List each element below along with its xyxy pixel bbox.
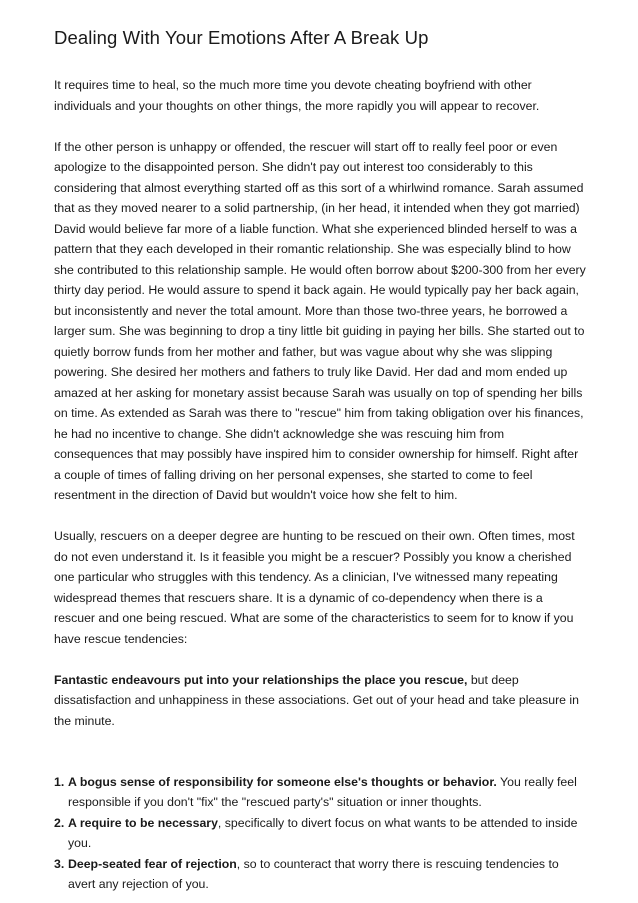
page-title: Dealing With Your Emotions After A Break Up [54, 27, 429, 48]
list-item-text: , specifically to divert focus on what wants to be attended to inside you. [68, 815, 578, 850]
paragraph-intro: It requires time to heal, so the much more time you devote cheating boyfriend with other individuals and your thoughts on other things, the more rapidly you will appear to recover. [54, 78, 540, 113]
list-number: 1. [54, 774, 65, 789]
section-gap [54, 752, 586, 772]
list-item-bold: Deep-seated fear of rejection [68, 856, 237, 871]
list-item-bold: A require to be necessary [68, 815, 218, 830]
list-number: 3. [54, 856, 65, 871]
list-item [54, 854, 586, 895]
paragraph-endeavours-rest: but deep dissatisfaction and unhappiness in these associations. Get out of your head and take pleasure in the minute. [54, 672, 580, 728]
list-item-text: , so to counteract that worry there is rescuing tendencies to avert any rejection of you. [68, 856, 559, 891]
paragraph-story: If the other person is unhappy or offended, the rescuer will start off to really feel poor or even apologize to the disappointed person. She didn't pay out interest too considerably to this considering that almost everything started off as this sort of a whirlwind romance. Sarah assumed that as they moved nearer to a solid partnership, (in her head, it intended when they got married) David would believe far more of a liable function. What she experienced blinded herself to was a pattern that they each developed in their romantic relationship. She was especially blind to how she contributed to this relationship sample. He would often borrow about $200-300 from her every thirty day period. He would assure to spend it back again. He would typically pay her back again, but inconsistently and never the total amount. More than those two-three years, he borrowed a larger sum. She was beginning to drop a tiny little bit guiding in paying her bills. She started out to quietly borrow funds from her mother and father, but was vague about why she was slipping powering. She desired her mothers and fathers to truly like David. Her dad and mom ended up amazed at her asking for monetary assist because Sarah was usually on top of spending her bills on time. As extended as Sarah was there to "rescue" him from taking obligation over his finances, he had no incentive to change. She didn't acknowledge she was rescuing him from consequences that may possibly have inspired him to consider ownership for himself. Right after a couple of times of falling driving on her personal expenses, she started to come to feel resentment in the direction of David but wouldn't voice how she felt to him. [54, 139, 586, 502]
paragraph-rescuers: Usually, rescuers on a deeper degree are hunting to be rescued on their own. Often times, most do not even understand it. Is it feasible you might be a rescuer? Possibly you know a cherished one particular who struggles with this tendency. As a clinician, I've witnessed many repeating widespread themes that rescuers share. It is a dynamic of co-dependency when there is a rescuer and one being rescued. What are some of the characteristics to seem for to know if you have rescue tendencies: [54, 529, 575, 646]
paragraph-endeavours [54, 670, 586, 732]
list-item-bold: A bogus sense of responsibility for someone else's thoughts or behavior. [68, 774, 497, 789]
characteristics-list [54, 772, 586, 895]
paragraph-endeavours-bold: Fantastic endeavours put into your relationships the place you rescue, [54, 672, 468, 687]
list-number: 2. [54, 815, 65, 830]
list-item [54, 813, 586, 854]
list-item-text: You really feel responsible if you don't "fix" the "rescued party's" situation or inner thoughts. [68, 774, 577, 809]
list-item [54, 772, 586, 813]
